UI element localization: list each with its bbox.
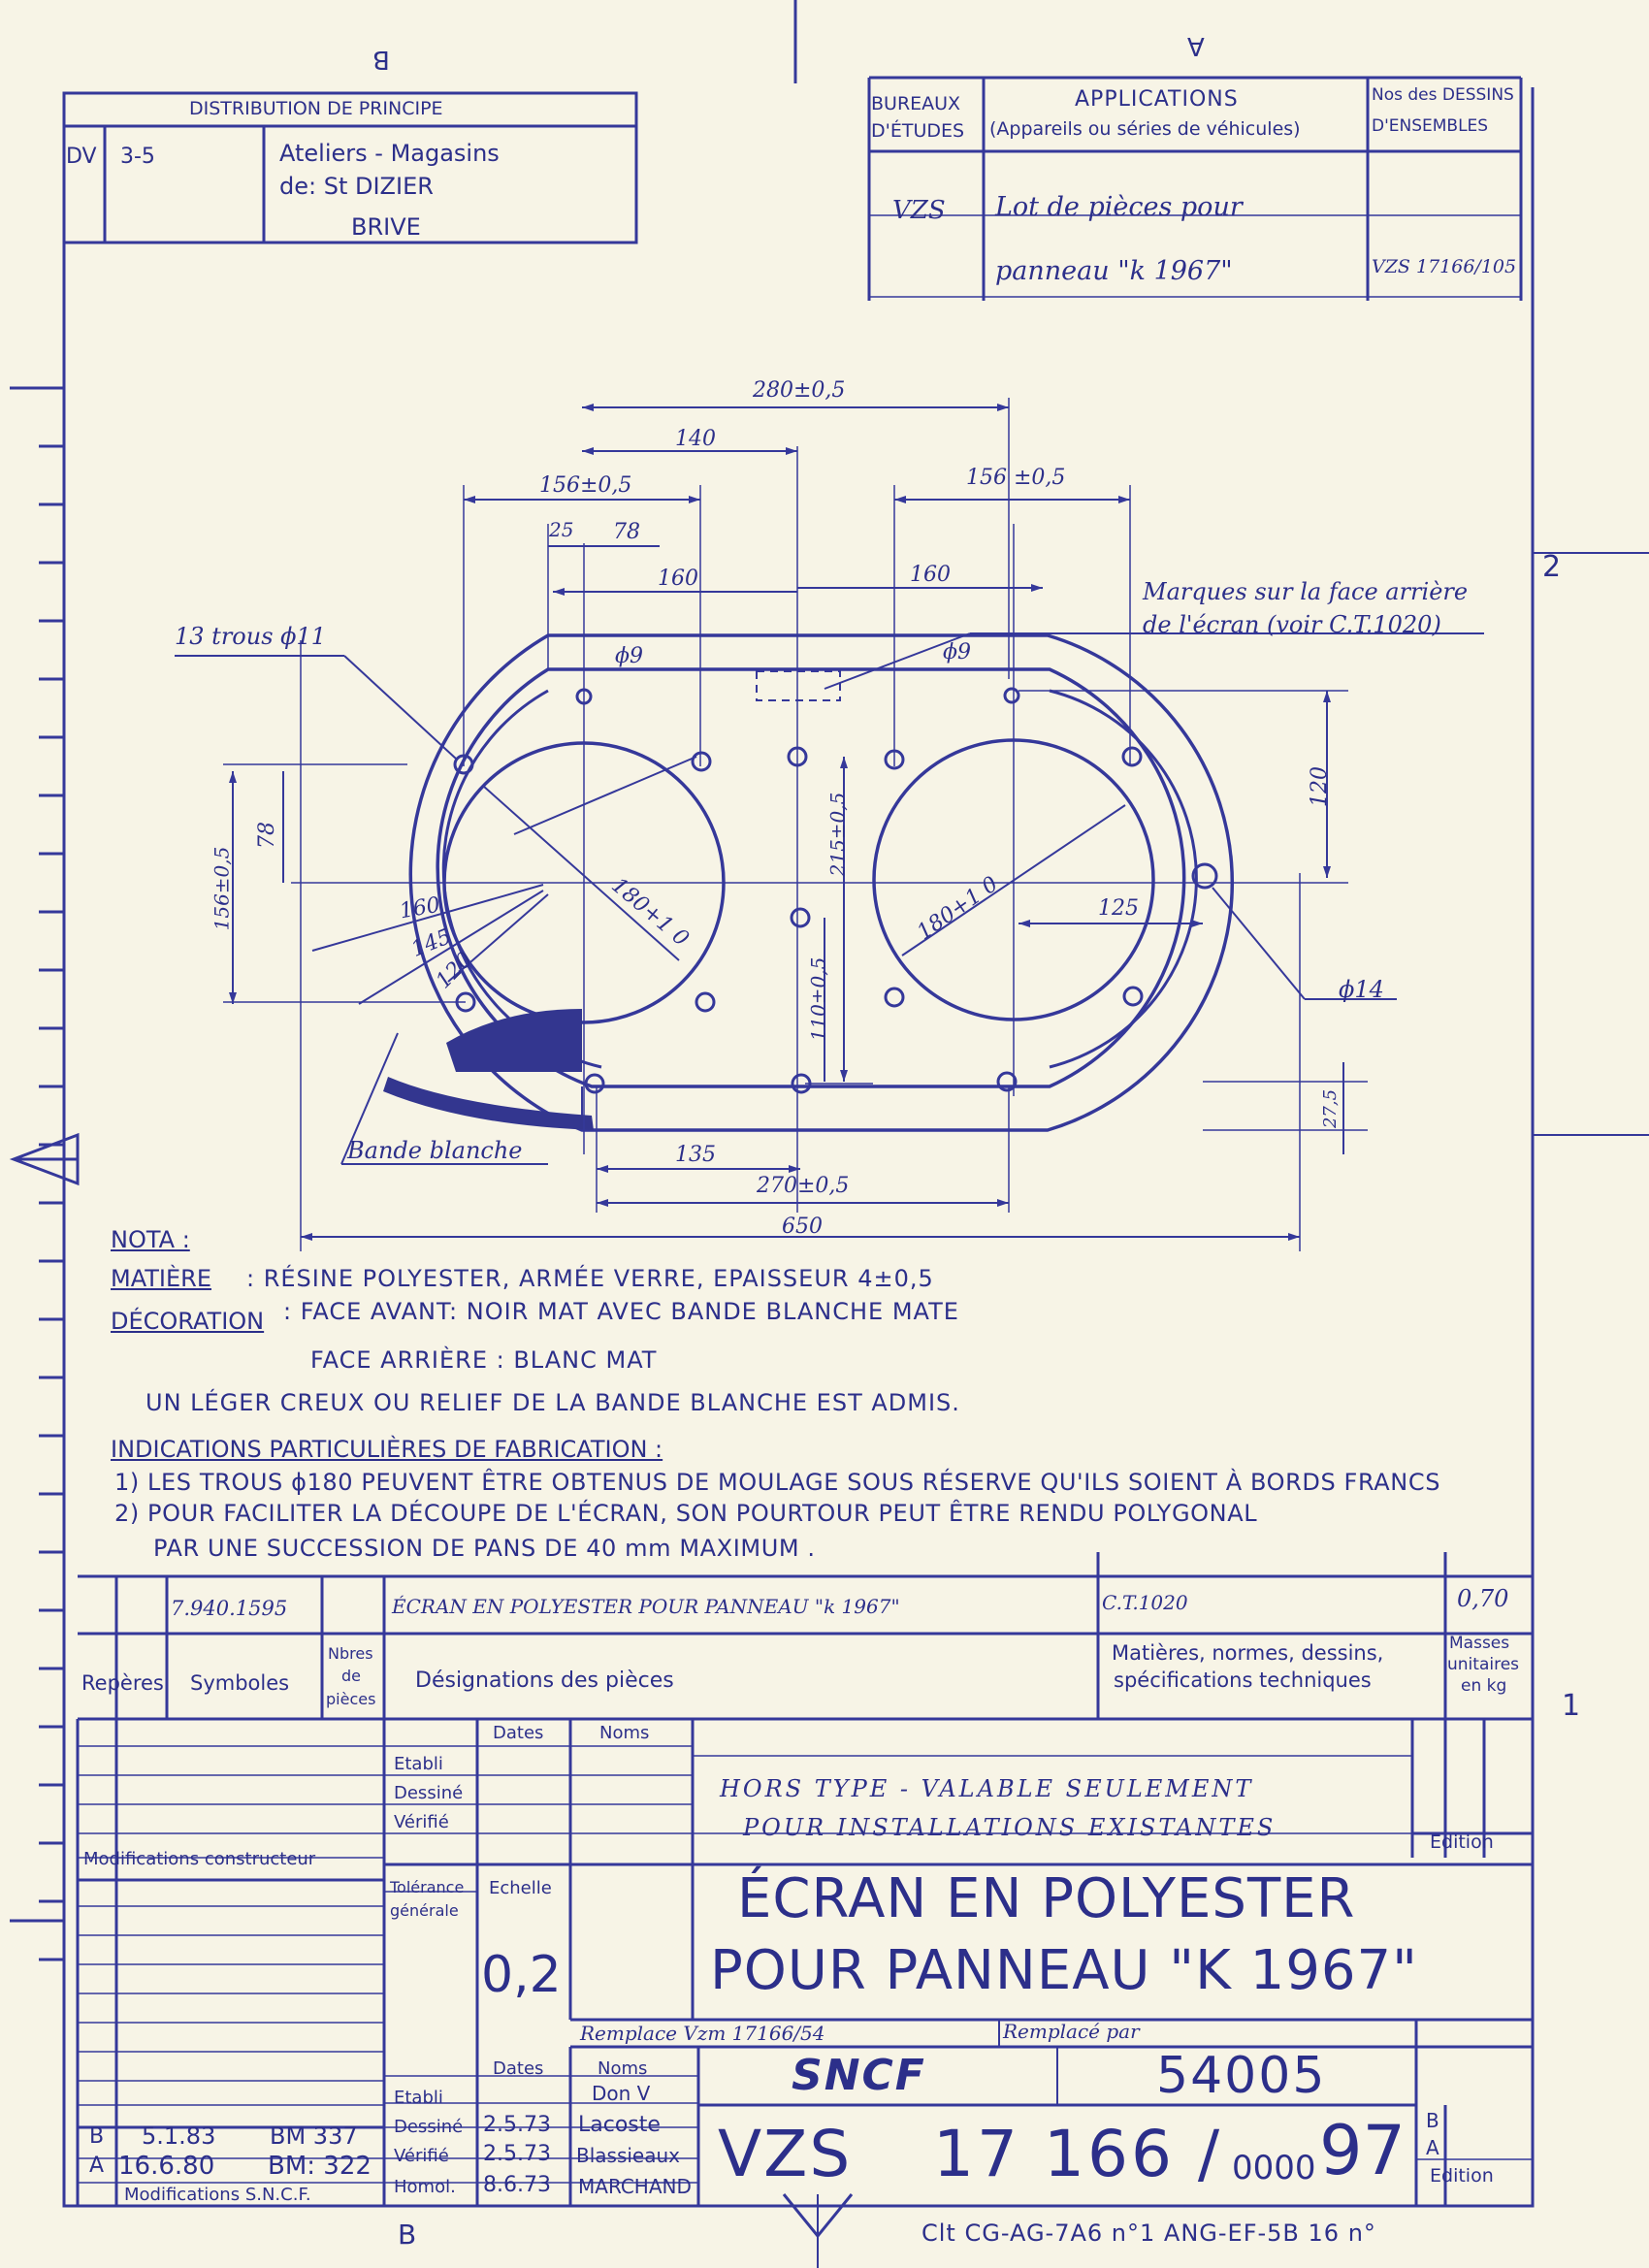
dim-140: 140: [675, 427, 716, 451]
dim-135: 135: [675, 1143, 716, 1167]
hors-type-line-2: POUR INSTALLATIONS EXISTANTES: [743, 1814, 1277, 1841]
tb-verifie-2: Vérifié: [394, 2146, 449, 2166]
tb-verifie: Vérifié: [394, 1812, 449, 1832]
tb-edition-2: Edition: [1430, 2165, 1494, 2187]
header-masses-3: en kg: [1461, 1676, 1507, 1696]
header-nbres-1: Nbres: [328, 1644, 373, 1663]
modif-constructeur: Modifications constructeur: [83, 1849, 316, 1869]
edge-number-2: 2: [1542, 550, 1562, 584]
applications-header-2: (Appareils ou séries de véhicules): [989, 118, 1301, 140]
nota-label: NOTA :: [111, 1226, 190, 1253]
radius-145: 145: [407, 924, 455, 962]
dim-180-left: 180+1 0: [606, 873, 694, 952]
mod-b-letter: B: [89, 2124, 105, 2149]
dim-120-right: 120: [1308, 766, 1332, 807]
bureaux-header-1: BUREAUX: [871, 93, 961, 114]
hors-type-line-1: HORS TYPE - VALABLE SEULEMENT: [720, 1775, 1254, 1802]
marks-note-1: Marques sur la face arrière: [1143, 578, 1469, 605]
bureau-value: VZS: [892, 196, 946, 225]
tb-homol: Homol.: [394, 2177, 456, 2197]
dim-280: 280±0,5: [753, 378, 846, 403]
dim-215: 215±0,5: [825, 792, 850, 877]
ensemble-value: VZS 17166/105: [1372, 256, 1517, 277]
tb-dates-header: Dates: [493, 1723, 544, 1743]
mod-a-date: 16.6.80: [118, 2152, 215, 2181]
decoration-text: : FACE AVANT: NOIR MAT AVEC BANDE BLANCHE MATE: [283, 1298, 959, 1325]
drawing-number-small: 0000: [1232, 2149, 1316, 2187]
header-masses-1: Masses: [1449, 1634, 1510, 1653]
holes-note: 13 trous ϕ11: [175, 623, 327, 650]
marks-note-2: de l'écran (voir C.T.1020): [1143, 611, 1441, 638]
phi9-right: ϕ9: [943, 640, 971, 664]
verifie-name: Blassieaux: [576, 2144, 681, 2167]
drawing-series: VZS: [718, 2117, 853, 2191]
drawing-title-1: ÉCRAN EN POLYESTER: [737, 1867, 1356, 1930]
tb-noms-header-2: Noms: [598, 2058, 648, 2079]
phi9-left: ϕ9: [615, 644, 643, 668]
application-line-2: panneau "k 1967": [995, 256, 1233, 286]
part-designation: ÉCRAN EN POLYESTER POUR PANNEAU "k 1967": [392, 1595, 900, 1618]
dim-78: 78: [613, 520, 640, 544]
homol-name: MARCHAND: [578, 2175, 692, 2198]
dim-156-left: 156±0,5: [539, 473, 632, 498]
header-designations: Désignations des pièces: [415, 1669, 674, 1693]
classification: Clt CG-AG-7A6 n°1 ANG-EF-5B 16 n°: [922, 2219, 1376, 2247]
header-nbres-2: de: [341, 1667, 361, 1685]
drawing-number: 17 166 /: [933, 2117, 1223, 2191]
mod-a-letter: A: [89, 2154, 105, 2178]
distribution-line-2: de: St DIZIER: [279, 173, 434, 200]
dim-160-left: 160: [658, 567, 698, 591]
dim-25: 25: [549, 518, 574, 541]
header-specs-2: spécifications techniques: [1114, 1669, 1372, 1692]
drawing-title-2: POUR PANNEAU "K 1967": [710, 1939, 1418, 2002]
tb-dessine-2: Dessiné: [394, 2117, 464, 2137]
ensembles-header-1: Nos des DESSINS: [1372, 85, 1514, 105]
mod-b-date: 5.1.83: [142, 2122, 216, 2150]
header-reperes: Repères: [81, 1671, 164, 1695]
tolerance-label-1: Tolérance: [390, 1878, 465, 1896]
part-specs: C.T.1020: [1102, 1591, 1188, 1614]
distribution-line-3: BRIVE: [351, 213, 421, 241]
indication-1: 1) LES TROUS ϕ180 PEUVENT ÊTRE OBTENUS DE MOULAGE SOUS RÉSERVE QU'ILS SOIENT À BORDS FRANCS: [114, 1469, 1441, 1496]
matiere-label: MATIÈRE: [111, 1265, 212, 1292]
tb-edition-1: Edition: [1430, 1831, 1494, 1853]
tb-dessine: Dessiné: [394, 1783, 464, 1803]
dim-180-right: 180+1 0: [913, 871, 1003, 946]
dim-156-right: 156 ±0,5: [966, 466, 1066, 490]
part-symbole: 7.940.1595: [171, 1597, 288, 1620]
tb-etabli-2: Etabli: [394, 2088, 443, 2108]
tb-noms-header: Noms: [599, 1723, 650, 1743]
header-symboles: Symboles: [190, 1671, 290, 1695]
dim-160-right: 160: [910, 563, 951, 587]
distribution-number: 3-5: [120, 145, 155, 169]
remplace-par-label: Remplacé par: [1003, 2020, 1140, 2043]
distribution-code: DV: [66, 145, 97, 169]
decoration-label: DÉCORATION: [111, 1308, 265, 1335]
creux-text: UN LÉGER CREUX OU RELIEF DE LA BANDE BLANCHE EST ADMIS.: [146, 1389, 960, 1416]
modif-sncf: Modifications S.N.C.F.: [124, 2185, 311, 2205]
tolerance-label-2: générale: [390, 1901, 459, 1920]
remplace-text: Remplace Vzm 17166/54: [580, 2022, 825, 2045]
bureaux-header-2: D'ÉTUDES: [871, 120, 965, 142]
header-specs-1: Matières, normes, dessins,: [1112, 1641, 1384, 1665]
dessine-name: Lacoste: [578, 2113, 661, 2137]
dim-110: 110±0,5: [806, 956, 830, 1042]
bande-blanche-label: Bande blanche: [347, 1137, 523, 1164]
edge-letter-bottom-b: B: [398, 2219, 417, 2251]
part-masse: 0,70: [1457, 1585, 1509, 1612]
dim-156-vertical: 156±0,5: [210, 846, 234, 931]
application-line-1: Lot de pièces pour: [995, 192, 1243, 222]
dim-125: 125: [1098, 896, 1139, 921]
tb-dates-header-2: Dates: [493, 2058, 544, 2079]
edge-letter-top-a: A: [1187, 31, 1205, 60]
indications-label: INDICATIONS PARTICULIÈRES DE FABRICATION :: [111, 1436, 663, 1463]
verifie-date: 2.5.73: [483, 2142, 551, 2166]
echelle-label: Echelle: [489, 1878, 552, 1898]
sncf-logo: SNCF: [792, 2051, 926, 2100]
header-nbres-3: pièces: [326, 1690, 376, 1708]
dessine-date: 2.5.73: [483, 2113, 551, 2137]
edition-a: A: [1426, 2136, 1439, 2159]
applications-header-1: APPLICATIONS: [1075, 87, 1239, 112]
dim-27-5: 27,5: [1320, 1088, 1342, 1129]
tb-etabli: Etabli: [394, 1754, 443, 1774]
dim-270: 270±0,5: [757, 1174, 850, 1198]
header-masses-2: unitaires: [1447, 1655, 1520, 1674]
edge-number-1: 1: [1562, 1689, 1581, 1723]
radius-160: 160: [398, 892, 442, 924]
indication-3: PAR UNE SUCCESSION DE PANS DE 40 mm MAXIMUM .: [153, 1535, 816, 1562]
edition-b: B: [1426, 2109, 1439, 2132]
dim-78-vertical: 78: [255, 822, 279, 849]
drawing-number-suffix: 97: [1319, 2111, 1406, 2190]
indication-2: 2) POUR FACILITER LA DÉCOUPE DE L'ÉCRAN, SON POURTOUR PEUT ÊTRE RENDU POLYGONAL: [114, 1500, 1258, 1527]
distribution-header: DISTRIBUTION DE PRINCIPE: [189, 98, 443, 119]
reference-number: 54005: [1156, 2047, 1327, 2105]
etabli-name: Don V: [592, 2082, 651, 2105]
mod-a-ref: BM: 322: [268, 2152, 372, 2181]
echelle-value: 0,2: [481, 1946, 562, 2004]
mod-b-ref: BM 337: [270, 2122, 358, 2150]
dim-650: 650: [782, 1215, 823, 1239]
homol-date: 8.6.73: [483, 2173, 551, 2197]
phi14: ϕ14: [1339, 976, 1384, 1003]
radius-120: 120: [431, 947, 478, 994]
distribution-line-1: Ateliers - Magasins: [279, 140, 500, 167]
ensembles-header-2: D'ENSEMBLES: [1372, 116, 1489, 136]
matiere-text: : RÉSINE POLYESTER, ARMÉE VERRE, EPAISSEUR 4±0,5: [246, 1265, 934, 1292]
edge-letter-top-b: B: [372, 45, 390, 74]
face-arriere-text: FACE ARRIÈRE : BLANC MAT: [310, 1346, 658, 1374]
